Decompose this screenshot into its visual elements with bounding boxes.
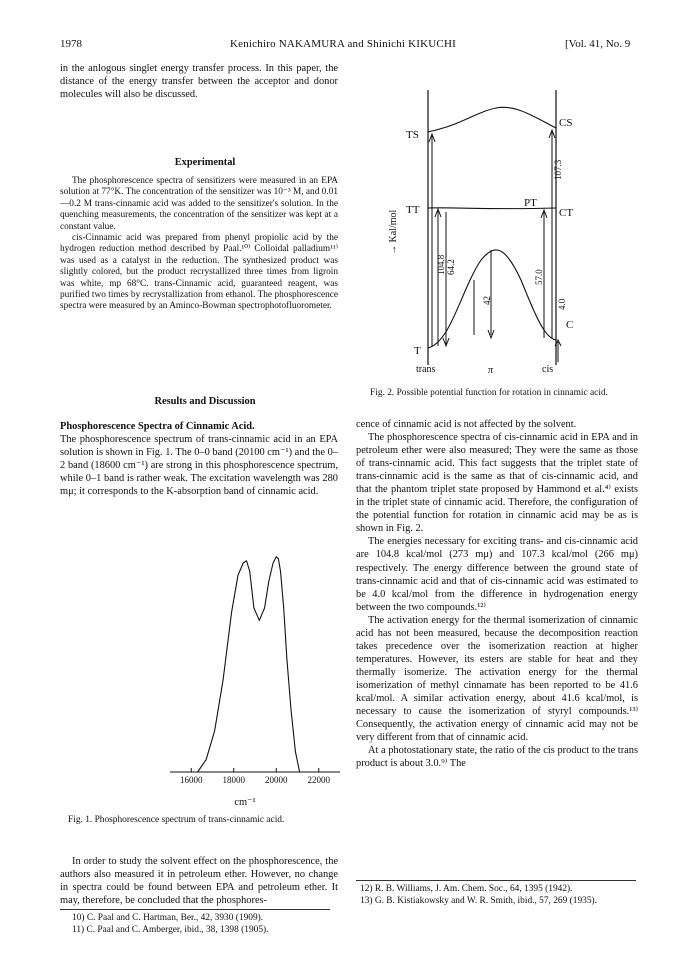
label-t: T bbox=[414, 345, 421, 357]
header-volume: [Vol. 41, No. 9 bbox=[565, 38, 631, 50]
fig1-xlabel: cm⁻¹ bbox=[234, 797, 256, 808]
fig1-tick-label: 18000 bbox=[222, 775, 245, 785]
value-4-0: 4.0 bbox=[557, 298, 567, 310]
label-ct: CT bbox=[559, 207, 574, 219]
right-paragraph-b: The energies necessary for exciting trans- and cis-cinnamic acid are 104.8 kcal/mol (273 mμ) and 107.3 kcal/mol (266 mμ) respectively. The energy difference between the ground state of trans-cinnamic acid and that of cis-cinnamic acid was estimated to be 4.0 kcal/mol from the difference in hydrogenation energy between the two compounds.¹²⁾ bbox=[356, 536, 638, 613]
fig1-spectrum-line bbox=[198, 557, 300, 772]
label-cs: CS bbox=[559, 117, 573, 129]
results-section bbox=[60, 395, 338, 408]
results-body bbox=[60, 420, 338, 498]
footnote-12: 12) R. B. Williams, J. Am. Chem. Soc., 64, 1395 (1942). bbox=[360, 884, 573, 894]
label-tt: TT bbox=[406, 204, 420, 216]
fig1-ticks bbox=[180, 768, 331, 785]
left-footnote-rule bbox=[60, 909, 330, 910]
label-ts: TS bbox=[406, 129, 419, 141]
value-64-2: 64.2 bbox=[446, 259, 456, 275]
right-paragraph-a: The phosphorescence spectra of cis-cinnamic acid in EPA and in petroleum ether were also measured; They were the same as those of trans-cinnamic acid. This fact suggests that the triplet state of trans-cinnamic acid is the same as that of cis-cinnamic acid, and that the phantom triplet state proposed by Hammond et al.⁴⁾ exists in the triplet state of cinnamic acid. Therefore, the configuration of the potential function for rotation in cinnamic acid may be as is shown in Fig. 2. bbox=[356, 432, 638, 535]
experimental-section bbox=[60, 156, 338, 169]
fig1-chart bbox=[150, 540, 350, 785]
label-c: C bbox=[566, 319, 574, 331]
value-57-0: 57.0 bbox=[534, 269, 544, 285]
fig1-tick-label: 22000 bbox=[307, 775, 330, 785]
results-heading: Results and Discussion bbox=[154, 396, 256, 407]
left-column bbox=[60, 62, 338, 101]
right-footnotes bbox=[360, 884, 640, 907]
fig2-ylabel: → Kal/mol bbox=[388, 209, 399, 255]
label-pi: π bbox=[488, 365, 494, 376]
value-107-3: 107.3 bbox=[553, 159, 563, 180]
results-paragraph-1: The phosphorescence spectrum of trans-cinnamic acid in an EPA solution is shown in Fig. 1. The 0–0 band (20100 cm⁻¹) and the 0–2 band (18600 cm⁻¹) are strong in this phosphorescence spectrum, while 0–1 band is rather weak. The excitation wavelength was 280 mμ; it corresponds to the K-absorption band of cinnamic acid. bbox=[60, 434, 338, 498]
running-header bbox=[60, 38, 640, 52]
results-subheading: Phosphorescence Spectra of Cinnamic Acid. bbox=[60, 421, 255, 432]
fig1-caption: Fig. 1. Phosphorescence spectrum of trans-cinnamic acid. bbox=[68, 815, 285, 825]
label-trans: trans bbox=[416, 364, 436, 375]
header-authors: Kenichiro NAKAMURA and Shinichi KIKUCHI bbox=[230, 38, 456, 50]
fig1-tick-label: 16000 bbox=[180, 775, 203, 785]
footnote-13: 13) G. B. Kistiakowsky and W. R. Smith, ibid., 57, 269 (1935). bbox=[360, 895, 597, 906]
right-paragraph-c: The activation energy for the thermal isomerization of cinnamic acid has not been measured, because the decomposition reaction takes precedence over the isomerization reaction at higher temperatures. However, its esters are stable for heat and they thermally isomerize. The activation energy for the thermal isomerization of methyl cinnamate has been reported to be 41.6 kcal/mol. A similar activation energy, about 41.6 kcal/mol, is necessary to cause the isomerization of styryl compounds.¹³⁾ Consequently, the activation energy of cinnamic acid may not be very different from that of cinnamic acid. bbox=[356, 614, 638, 744]
fig1-tick-label: 20000 bbox=[265, 775, 288, 785]
experimental-paragraph-1: The phosphorescence spectra of sensitizers were measured in an EPA solution at 77°K. The concentration of the sensitizer was 10⁻³ M, and 0.01—0.2 M trans-cinnamic acid was added to the sensitizer's solution. In the quenching measurements, the concentration of the sensitizer was kept at a constant value. bbox=[60, 176, 338, 232]
fig2-diagram bbox=[366, 80, 626, 380]
right-paragraph-d: At a photostationary state, the ratio of the cis product to the trans product is about 3.0.⁹⁾ The bbox=[356, 745, 638, 770]
solvent-paragraph-wrap bbox=[60, 855, 338, 907]
intro-paragraph: in the anlogous singlet energy transfer process. In this paper, the distance of the energy transfer between the acceptor and donor molecules will also be discussed. bbox=[60, 63, 338, 101]
footnote-10: 10) C. Paal and C. Hartman, Ber., 42, 3930 (1909). bbox=[72, 913, 264, 923]
footnote-11: 11) C. Paal and C. Amberger, ibid., 38, 1398 (1905). bbox=[72, 924, 269, 935]
right-paragraph-cont: cence of cinnamic acid is not affected by the solvent. bbox=[356, 419, 577, 430]
experimental-heading: Experimental bbox=[174, 157, 236, 168]
value-104-8: 104.8 bbox=[436, 254, 446, 275]
page-number: 1978 bbox=[60, 38, 82, 50]
experimental-paragraph-2: cis-Cinnamic acid was prepared from phenyl propiolic acid by the hydrogen reduction method described by Paal.¹⁰⁾ Colloidal palladium¹¹⁾ was used as a catalyst in the reduction. The synthesized product was slightly colored, but the product recrystallized three times from ligroin was white, mp 68°C. trans-Cinnamic acid, guaranteed reagent, was purified two times by recrystallization from ethanol. The phosphorescence spectra were measured by an Aminco-Bowman spectrophotofluorometer. bbox=[60, 233, 338, 312]
label-cis: cis bbox=[542, 364, 554, 375]
right-body bbox=[356, 418, 638, 770]
solvent-paragraph: In order to study the solvent effect on the phosphorescence, the authors also measured it in petroleum ether. However, no change in spectra could be found between EPA and petroleum ether. It may, therefore, be concluded that the phosphores- bbox=[60, 856, 338, 907]
left-footnotes bbox=[72, 913, 337, 936]
experimental-body bbox=[60, 176, 338, 313]
label-pt: PT bbox=[524, 197, 537, 209]
right-footnote-rule bbox=[356, 880, 636, 881]
value-42: 42 bbox=[482, 296, 492, 305]
fig2-caption: Fig. 2. Possible potential function for rotation in cinnamic acid. bbox=[370, 388, 608, 398]
